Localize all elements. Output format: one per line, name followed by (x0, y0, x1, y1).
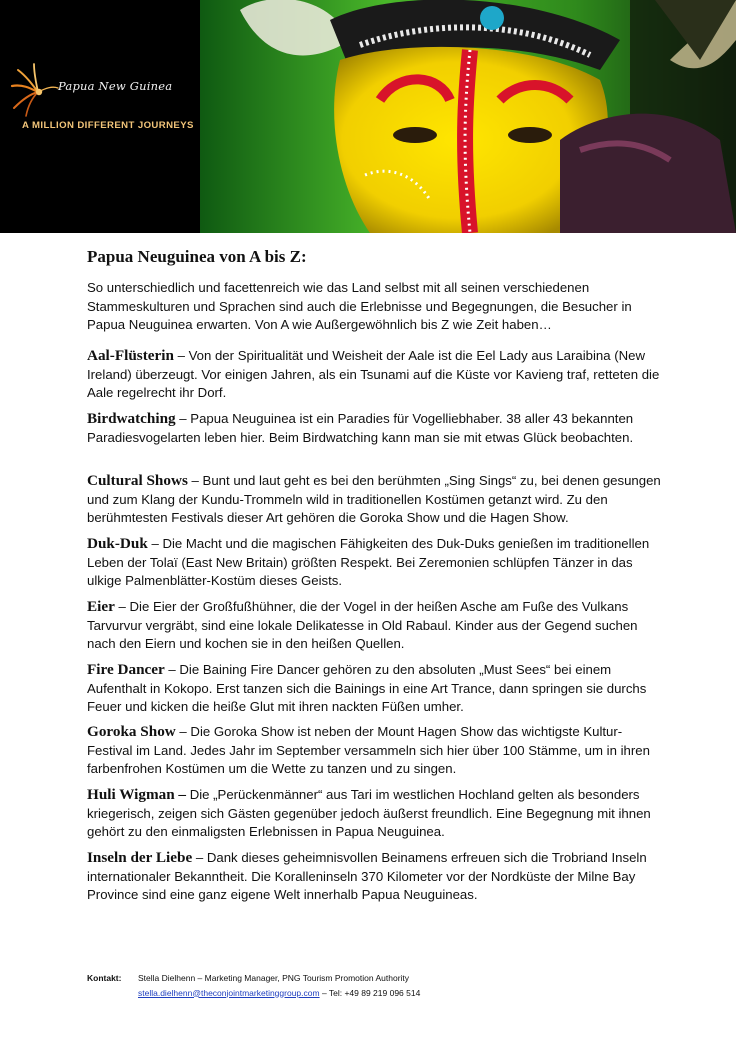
entry-term: Inseln der Liebe (87, 849, 193, 866)
entry-term: Fire Dancer (87, 661, 165, 678)
document-title: Papua Neuguinea von A bis Z: (87, 247, 307, 266)
bird-of-paradise-logo (8, 62, 64, 118)
glossary-entry (87, 723, 667, 779)
entry-term: Eier (87, 598, 115, 615)
entry-text: – Die Eier der Großfußhühner, die der Vogel in der heißen Asche am Fuße des Vulkans Tarvurvur vergräbt, sind eine lokale Delikatesse in Old Rabaul. Kinder aus der Gegend suchen nach den Eiern und kochen sie in den heißen Quellen. (87, 599, 638, 651)
entry-text: – Die Baining Fire Dancer gehören zu den absoluten „Must Sees“ bei einem Aufenthalt in Kokopo. Erst tanzen sich die Bainings in eine Art Trance, dann springen sie durchs Feuer und kicken die heiße Glut mit ihren nackten Füßen umher. (87, 662, 647, 714)
contact-footer (87, 971, 420, 1000)
entry-text: – Bunt und laut geht es bei den berühmten „Sing Sings“ zu, bei denen gesungen und zum Klang der Kundu-Trommeln wild in traditionellen Kostümen getanzt wird. Zu den berühmtesten Festivals dieser Art gehören die Goroka Show und die Hagen Show. (87, 473, 661, 525)
brand-name: Papua New Guinea (58, 79, 173, 93)
glossary-entry (87, 347, 667, 403)
contact-phone: – Tel: +49 89 219 096 514 (319, 987, 421, 998)
contact-person: Stella Dielhenn – Marketing Manager, PNG Tourism Promotion Authority (138, 973, 410, 983)
entry-term: Cultural Shows (87, 472, 188, 489)
entry-text: Die „Perückenmänner“ aus Tari im westlichen Hochland gelten als besonders kriegerisch, zeigen sich Gästen gegenüber jedoch äußerst freundlich. Eine Begegnung mit ihnen gehört zu den einmaligsten Erlebnissen in Papua Neuguinea. (87, 787, 651, 839)
glossary-entry (87, 535, 667, 591)
header-banner (0, 0, 736, 233)
entry-term: Birdwatching (87, 410, 176, 427)
glossary-entry (87, 786, 667, 842)
glossary-entry (87, 472, 667, 528)
contact-info (138, 971, 420, 1000)
entry-text: – Die Macht und die magischen Fähigkeiten des Duk-Duks genießen im traditionellen Leben der Tolaï (East New Britain) größten Respekt. Bei Zeremonien schlüpfen Tänzer in das ulkige Palmenblätter-Kostüm dieses Geists. (87, 536, 650, 588)
entry-term: Huli Wigman – (87, 786, 187, 803)
contact-label: Kontakt: (87, 973, 122, 983)
glossary-entry (87, 410, 667, 447)
entry-term: Aal-Flüsterin (87, 347, 174, 364)
brand-tagline: A MILLION DIFFERENT JOURNEYS (22, 120, 194, 131)
painted-face-image (200, 0, 736, 233)
entry-text: – Die Goroka Show ist neben der Mount Hagen Show das wichtigste Kultur-Festival im Land. Jedes Jahr im September versammeln sich hier über 100 Stämme, um in ihren farbenfrohen Kostümen um die Wette zu tanzen und zu singen. (87, 724, 650, 776)
glossary-entry (87, 849, 667, 905)
contact-email-link[interactable]: stella.dielhenn@theconjointmarketinggroup.com (138, 987, 320, 998)
entry-text: – Von der Spiritualität und Weisheit der Aale ist die Eel Lady aus Laraibina (New Ireland) überzeugt. Vor einigen Jahren, als ein Tsunami auf die Küste vor Kavieng traf, retteten die Aale regelrecht ihr Dorf. (87, 348, 660, 400)
entry-text: – Dank dieses geheimnisvollen Beinamens erfreuen sich die Trobriand Inseln internationaler Bekanntheit. Die Koralleninseln 370 Kilometer vor der Nordküste der Milne Bay Province sind eine ganz eigene Welt innerhalb Papua Neuguineas. (87, 850, 647, 902)
entry-text: – Papua Neuguinea ist ein Paradies für Vogelliebhaber. 38 aller 43 bekannten Paradiesvogelarten leben hier. Beim Birdwatching kann man sie mit etwas Glück beobachten. (87, 411, 634, 445)
header-photo (200, 0, 736, 233)
entry-term: Goroka Show (87, 723, 176, 740)
logo-panel (0, 0, 200, 233)
glossary-entry (87, 598, 667, 654)
glossary-entry (87, 661, 667, 717)
intro-paragraph: So unterschiedlich und facettenreich wie das Land selbst mit all seinen verschiedenen Stammeskulturen und Sprachen sind auch die Erlebnisse und Begegnungen, die Besucher in Papua Neuguinea erwarten. Von A wie Außergewöhnlich bis Z wie Zeit haben… (87, 280, 632, 332)
entry-term: Duk-Duk (87, 535, 148, 552)
